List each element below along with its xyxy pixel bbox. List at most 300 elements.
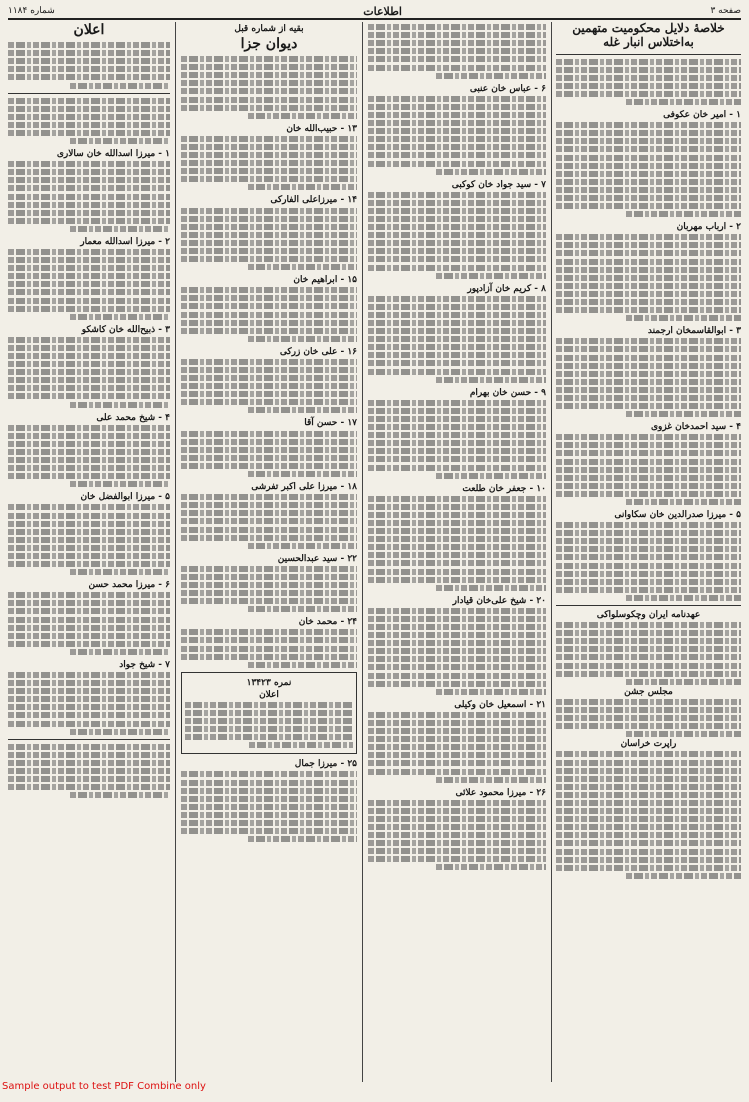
text-line: [181, 256, 357, 262]
middle-right-subhead: ۲۶ - میرزا محمود علائی: [455, 787, 546, 798]
text-line: [368, 840, 546, 846]
text-line: [70, 83, 170, 89]
text-line: [436, 169, 546, 175]
text-line: [181, 494, 357, 500]
text-line: [181, 629, 357, 635]
text-line: [368, 856, 546, 862]
right-subhead: عهدنامه ایران وچکوسلواکی: [596, 609, 701, 620]
text-line: [8, 265, 170, 271]
text-line: [181, 303, 357, 309]
text-line: [556, 638, 741, 644]
middle-right-subhead: ۷ - سید جواد خان کوکبی: [451, 179, 546, 190]
text-line: [181, 455, 357, 461]
text-line: [70, 569, 170, 575]
text-line: [181, 637, 357, 643]
text-line: [185, 718, 353, 724]
text-line: [556, 579, 741, 585]
text-line: [8, 449, 170, 455]
text-line: [181, 598, 357, 604]
text-line: [8, 273, 170, 279]
middle-left-headline: دیوان جزا: [240, 36, 298, 52]
text-line: [436, 585, 546, 591]
text-line: [8, 122, 170, 128]
text-line: [626, 595, 741, 601]
text-line: [626, 315, 741, 321]
text-line: [181, 168, 357, 174]
text-line: [556, 792, 741, 798]
middle-left-subhead: ۱۸ - میرزا علی اکبر تفرشی: [251, 482, 357, 493]
text-line: [368, 224, 546, 230]
text-line: [368, 416, 546, 422]
text-line: [8, 210, 170, 216]
text-line: [8, 784, 170, 790]
text-line: [556, 338, 741, 344]
text-line: [248, 113, 357, 119]
text-line: [8, 465, 170, 471]
text-line: [248, 662, 357, 668]
text-line: [248, 836, 357, 842]
text-line: [181, 80, 357, 86]
middle-right-subhead: ۸ - کریم خان آزادپور: [467, 283, 546, 294]
text-line: [368, 824, 546, 830]
text-line: [556, 760, 741, 766]
divider: [556, 54, 741, 55]
text-line: [8, 617, 170, 623]
section-title: بقیه از شماره قبل: [234, 24, 304, 34]
text-line: [436, 473, 546, 479]
text-line: [8, 712, 170, 718]
divider: [8, 93, 170, 94]
middle-right-subhead: ۹ - حسن خان بهرام: [469, 387, 546, 398]
text-line: [8, 337, 170, 343]
text-line: [556, 442, 741, 448]
text-line: [181, 527, 357, 533]
text-line: [181, 574, 357, 580]
notice-number: نمره ۱۳۴۲۳: [246, 677, 292, 688]
text-line: [368, 408, 546, 414]
text-line: [556, 587, 741, 593]
text-line: [556, 554, 741, 560]
middle-right-subhead: ۱۰ - جعفر خان طلعت: [462, 483, 546, 494]
text-line: [556, 459, 741, 465]
text-line: [368, 24, 546, 30]
text-line: [8, 704, 170, 710]
text-line: [181, 72, 357, 78]
text-line: [556, 784, 741, 790]
text-line: [181, 463, 357, 469]
text-line: [368, 48, 546, 54]
text-line: [556, 371, 741, 377]
text-line: [368, 192, 546, 198]
text-line: [181, 144, 357, 150]
text-line: [8, 672, 170, 678]
text-line: [8, 257, 170, 263]
text-line: [368, 512, 546, 518]
text-line: [181, 439, 357, 445]
text-line: [556, 130, 741, 136]
text-line: [368, 552, 546, 558]
text-line: [8, 600, 170, 606]
text-line: [181, 788, 357, 794]
column-middle-right: [368, 22, 546, 1082]
text-line: [368, 208, 546, 214]
text-line: [181, 654, 357, 660]
text-line: [368, 816, 546, 822]
text-line: [248, 471, 357, 477]
text-line: [368, 256, 546, 262]
text-line: [181, 287, 357, 293]
text-line: [556, 857, 741, 863]
text-line: [626, 679, 741, 685]
text-line: [8, 289, 170, 295]
text-line: [556, 299, 741, 305]
text-line: [181, 97, 357, 103]
text-line: [248, 543, 357, 549]
text-line: [8, 98, 170, 104]
text-line: [556, 122, 741, 128]
watermark-text: Sample output to test PDF Combine only: [2, 1081, 206, 1092]
left-subhead: ۵ - میرزا ابوالفضل خان: [80, 492, 170, 503]
text-line: [368, 248, 546, 254]
middle-right-subhead: ۲۱ - اسمعیل خان وکیلی: [454, 699, 546, 710]
text-line: [181, 375, 357, 381]
text-line: [368, 736, 546, 742]
text-line: [8, 752, 170, 758]
text-line: [8, 688, 170, 694]
text-line: [8, 592, 170, 598]
text-line: [368, 536, 546, 542]
middle-left-subhead: ۲۲ - سید عبدالحسین: [277, 553, 357, 564]
text-line: [181, 160, 357, 166]
text-line: [8, 521, 170, 527]
text-line: [8, 218, 170, 224]
text-line: [556, 622, 741, 628]
text-line: [556, 155, 741, 161]
text-line: [368, 608, 546, 614]
text-line: [368, 673, 546, 679]
text-line: [249, 742, 353, 748]
text-line: [185, 726, 353, 732]
text-line: [436, 689, 546, 695]
text-line: [70, 792, 170, 798]
text-line: [8, 768, 170, 774]
text-line: [8, 545, 170, 551]
text-line: [556, 187, 741, 193]
text-line: [8, 58, 170, 64]
text-line: [556, 563, 741, 569]
text-line: [556, 75, 741, 81]
text-line: [181, 780, 357, 786]
text-line: [556, 242, 741, 248]
text-line: [556, 146, 741, 152]
divider: [556, 605, 741, 606]
text-line: [181, 136, 357, 142]
text-line: [556, 291, 741, 297]
text-line: [8, 633, 170, 639]
text-line: [181, 240, 357, 246]
text-line: [181, 359, 357, 365]
text-line: [556, 723, 741, 729]
text-line: [556, 571, 741, 577]
text-line: [436, 273, 546, 279]
text-line: [8, 185, 170, 191]
text-line: [556, 67, 741, 73]
text-line: [556, 363, 741, 369]
middle-left-subhead: ۱۳ - حبیب‌الله خان: [286, 123, 357, 134]
text-line: [368, 712, 546, 718]
text-line: [8, 169, 170, 175]
text-line: [368, 769, 546, 775]
left-headline: اعلان: [73, 22, 105, 38]
middle-left-subhead: ۱۴ - میرزاعلی الفارکی: [270, 195, 357, 206]
right-subhead: راپرت خراسان: [620, 739, 677, 750]
issue-label: شماره ۱۱۸۴: [8, 6, 55, 16]
text-line: [181, 796, 357, 802]
text-line: [368, 56, 546, 62]
text-line: [556, 816, 741, 822]
right-subhead: ۱ - امیر خان عکوفی: [663, 110, 741, 121]
text-line: [556, 840, 741, 846]
text-line: [8, 298, 170, 304]
text-line: [181, 152, 357, 158]
column-rule: [362, 22, 363, 1082]
notice-title: اعلان: [259, 689, 279, 700]
text-line: [556, 163, 741, 169]
text-line: [556, 267, 741, 273]
text-line: [368, 240, 546, 246]
text-line: [185, 702, 353, 708]
text-line: [368, 32, 546, 38]
text-line: [556, 395, 741, 401]
text-line: [556, 751, 741, 757]
text-line: [368, 760, 546, 766]
text-line: [368, 440, 546, 446]
text-line: [181, 64, 357, 70]
text-line: [8, 537, 170, 543]
right-intro: [556, 59, 741, 105]
text-line: [556, 59, 741, 65]
text-line: [181, 590, 357, 596]
text-line: [368, 400, 546, 406]
middle-right-subhead: ۲۰ - شیخ علی‌خان قیادار: [452, 595, 546, 606]
text-line: [70, 481, 170, 487]
text-line: [556, 403, 741, 409]
text-line: [556, 91, 741, 97]
middle-right-subhead: ۶ - عباس خان عنبی: [469, 83, 546, 94]
text-line: [368, 144, 546, 150]
left-subhead: ۲ - میرزا اسدالله معمار: [80, 236, 170, 247]
text-line: [8, 249, 170, 255]
text-line: [368, 720, 546, 726]
text-line: [368, 344, 546, 350]
text-line: [556, 379, 741, 385]
text-line: [8, 553, 170, 559]
text-line: [8, 114, 170, 120]
text-line: [8, 457, 170, 463]
text-line: [556, 467, 741, 473]
text-line: [8, 281, 170, 287]
text-line: [181, 208, 357, 214]
middle-left-subhead: ۱۶ - علی خان زرکی: [279, 346, 357, 357]
text-line: [8, 776, 170, 782]
column-left: [8, 22, 170, 1082]
text-line: [368, 648, 546, 654]
text-line: [556, 522, 741, 528]
text-line: [556, 346, 741, 352]
text-line: [248, 336, 357, 342]
text-line: [8, 161, 170, 167]
text-line: [626, 211, 741, 217]
text-line: [556, 800, 741, 806]
text-line: [626, 499, 741, 505]
text-line: [556, 283, 741, 289]
text-line: [181, 176, 357, 182]
text-line: [368, 104, 546, 110]
text-line: [556, 776, 741, 782]
text-line: [8, 106, 170, 112]
text-line: [556, 307, 741, 313]
divider: [8, 739, 170, 740]
text-line: [248, 407, 357, 413]
text-line: [556, 715, 741, 721]
text-line: [181, 646, 357, 652]
text-line: [181, 328, 357, 334]
text-line: [185, 710, 353, 716]
text-line: [8, 504, 170, 510]
text-line: [368, 456, 546, 462]
text-line: [8, 345, 170, 351]
text-line: [181, 391, 357, 397]
text-line: [556, 768, 741, 774]
text-line: [368, 528, 546, 534]
text-line: [368, 65, 546, 71]
text-line: [181, 431, 357, 437]
text-line: [368, 320, 546, 326]
text-line: [556, 83, 741, 89]
right-headline: خلاصهٔ دلایل محکومیت متهمین به‌اختلاس انبار غله: [572, 22, 725, 49]
text-line: [181, 535, 357, 541]
text-line: [181, 248, 357, 254]
text-line: [368, 304, 546, 310]
text-line: [8, 177, 170, 183]
left-subhead: ۶ - میرزا محمد حسن: [88, 580, 170, 591]
text-line: [556, 538, 741, 544]
text-line: [368, 569, 546, 575]
text-line: [181, 820, 357, 826]
text-line: [368, 312, 546, 318]
column-rule: [551, 22, 552, 1082]
text-line: [556, 475, 741, 481]
text-line: [626, 731, 741, 737]
text-line: [368, 465, 546, 471]
text-line: [556, 450, 741, 456]
text-line: [368, 40, 546, 46]
text-line: [181, 56, 357, 62]
text-line: [368, 448, 546, 454]
text-line: [8, 625, 170, 631]
text-line: [556, 138, 741, 144]
text-line: [8, 529, 170, 535]
text-line: [368, 624, 546, 630]
column-right: [556, 22, 741, 1082]
text-line: [368, 232, 546, 238]
text-line: [368, 200, 546, 206]
text-line: [248, 606, 357, 612]
text-line: [368, 808, 546, 814]
text-line: [8, 130, 170, 136]
text-line: [8, 74, 170, 80]
left-subhead: ۱ - میرزا اسدالله خان سالاری: [56, 149, 170, 160]
text-line: [368, 152, 546, 158]
text-line: [556, 832, 741, 838]
text-line: [8, 441, 170, 447]
text-line: [8, 306, 170, 312]
text-line: [181, 295, 357, 301]
paper-name: اطلاعات: [363, 4, 402, 18]
text-line: [368, 120, 546, 126]
text-line: [181, 105, 357, 111]
text-line: [556, 483, 741, 489]
middle-left-subhead: ۱۷ - حسن آقا: [304, 418, 357, 429]
text-line: [626, 411, 741, 417]
text-line: [8, 377, 170, 383]
column-middle-left: [181, 22, 357, 1082]
text-line: [70, 402, 170, 408]
text-line: [181, 383, 357, 389]
middle-left-subhead: ۲۴ - محمد خان: [298, 617, 357, 628]
text-line: [556, 699, 741, 705]
text-line: [8, 680, 170, 686]
text-line: [181, 518, 357, 524]
text-line: [181, 312, 357, 318]
text-line: [368, 520, 546, 526]
text-line: [368, 161, 546, 167]
text-line: [556, 663, 741, 669]
text-line: [181, 828, 357, 834]
text-line: [368, 336, 546, 342]
text-line: [368, 328, 546, 334]
left-subhead: ۷ - شیخ جواد: [119, 659, 170, 670]
left-subhead: ۳ - ذبیح‌الله خان کاشکو: [81, 324, 170, 335]
text-line: [556, 630, 741, 636]
text-line: [556, 808, 741, 814]
text-line: [368, 496, 546, 502]
text-line: [368, 800, 546, 806]
text-line: [556, 355, 741, 361]
text-line: [181, 232, 357, 238]
text-line: [8, 42, 170, 48]
right-subhead: ۳ - ابوالقاسمخان ارجمند: [647, 326, 741, 337]
text-line: [8, 561, 170, 567]
text-line: [556, 234, 741, 240]
text-line: [368, 681, 546, 687]
text-line: [626, 99, 741, 105]
text-line: [556, 865, 741, 871]
text-line: [368, 640, 546, 646]
text-line: [8, 425, 170, 431]
text-line: [8, 721, 170, 727]
text-line: [556, 195, 741, 201]
text-line: [181, 216, 357, 222]
text-line: [368, 112, 546, 118]
text-line: [368, 136, 546, 142]
text-line: [556, 824, 741, 830]
text-line: [8, 513, 170, 519]
notice-box: [181, 672, 357, 755]
middle-left-subhead: ۲۵ - میرزا جمال: [294, 759, 357, 770]
text-line: [248, 264, 357, 270]
text-line: [70, 138, 170, 144]
